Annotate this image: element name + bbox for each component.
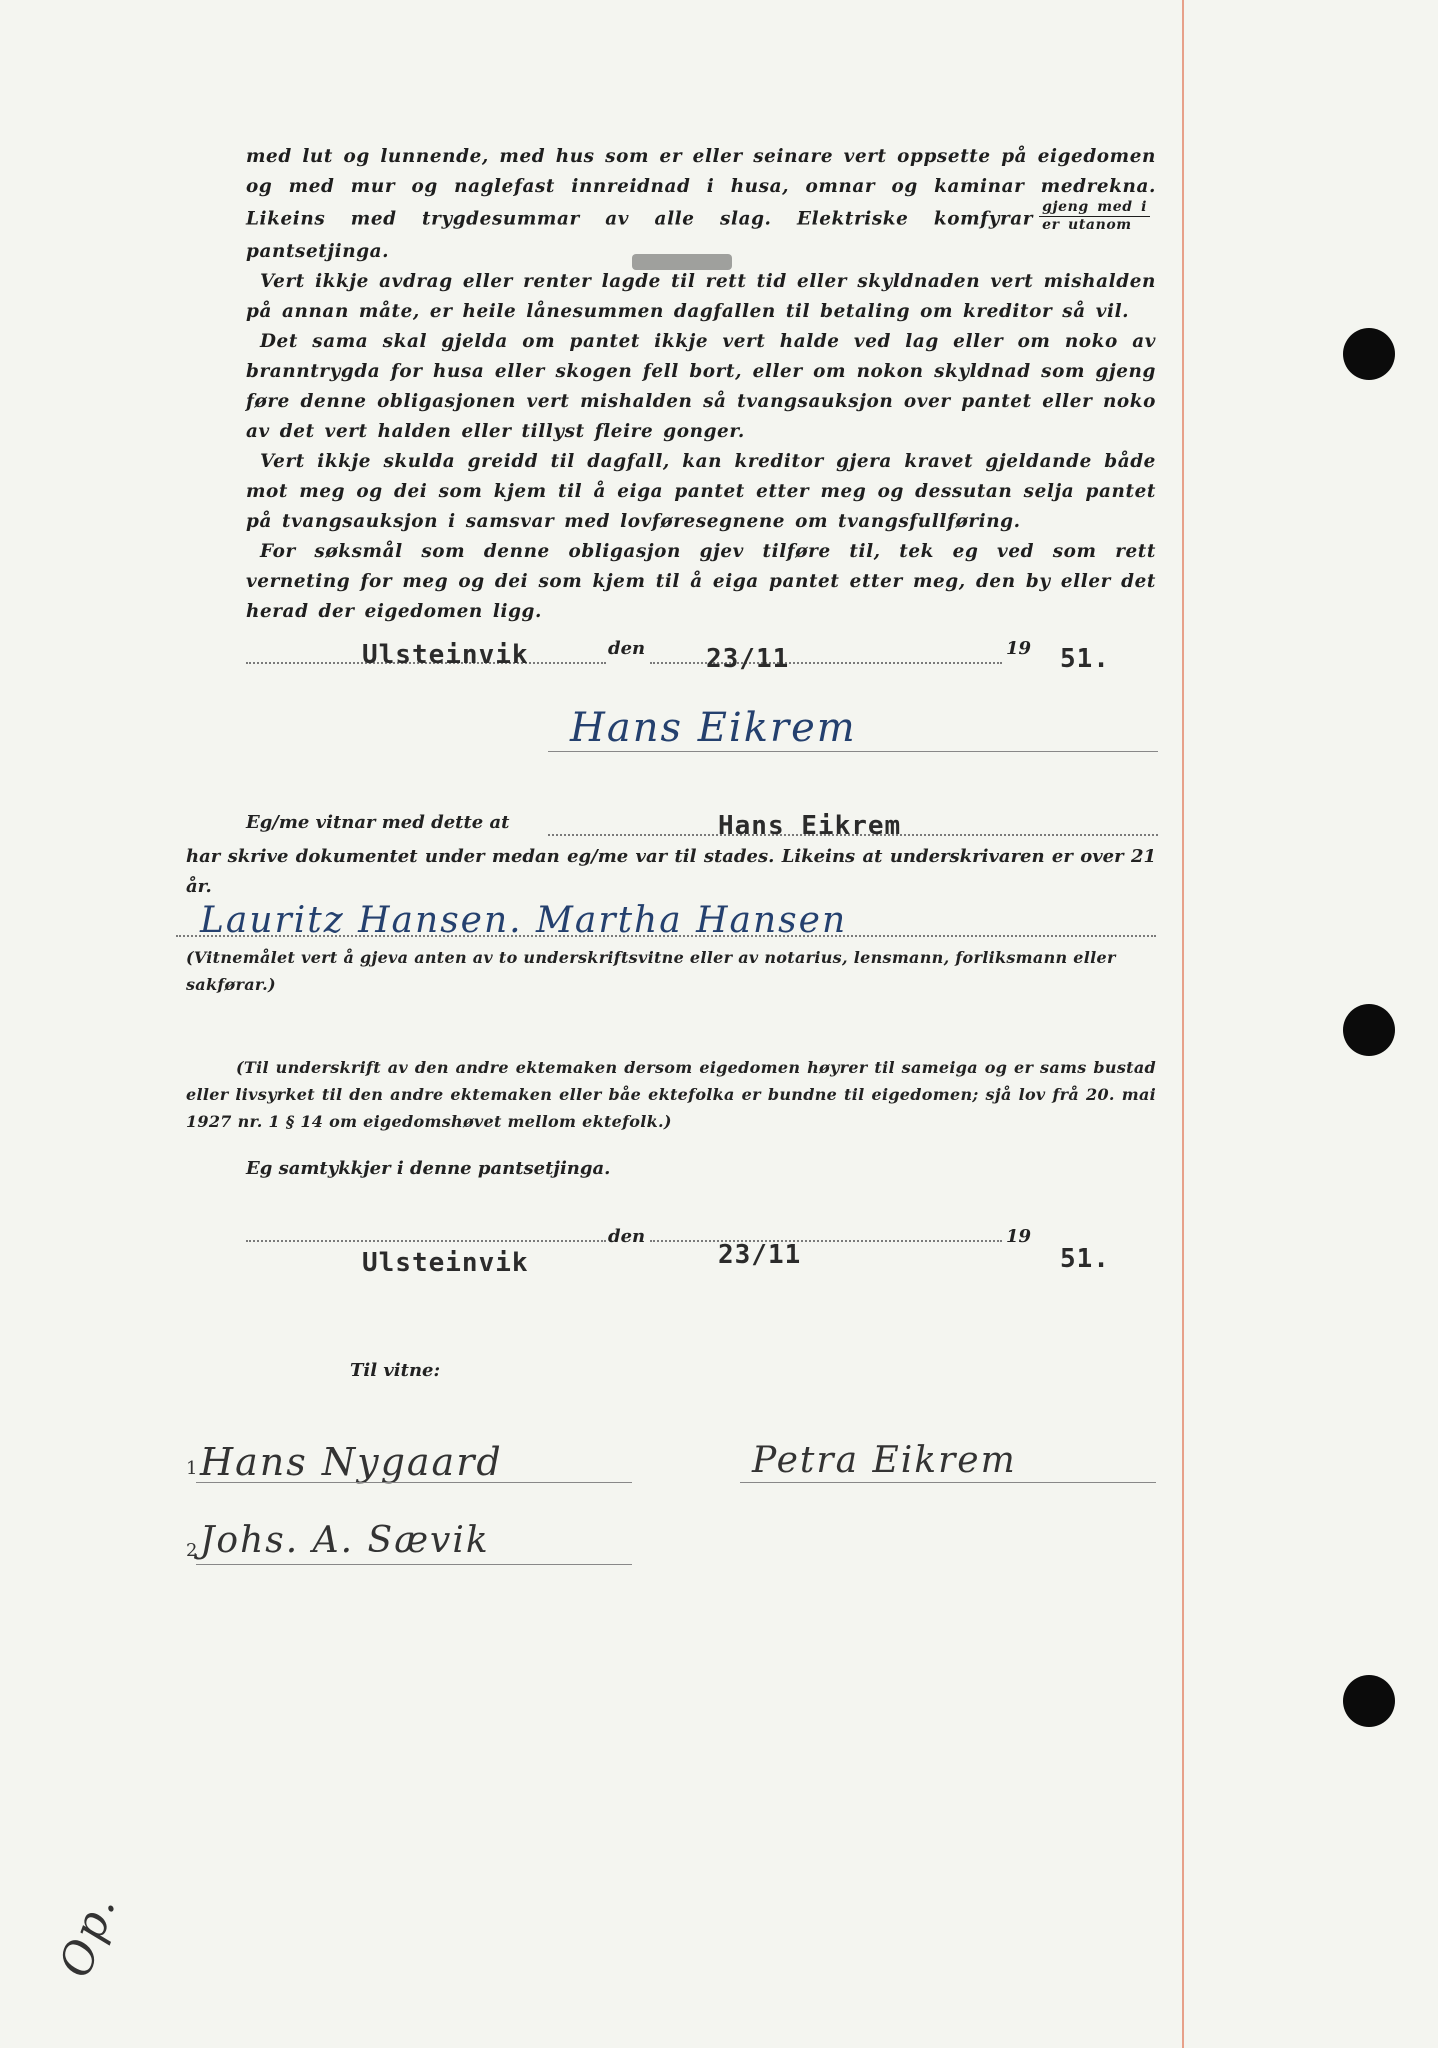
dotted-line	[176, 935, 1156, 937]
paragraph-jurisdiction: For søksmål som denne obligasjon gjev tilføre til, tek eg ved som rett verneting for meg og dei som kjem til å eiga pantet etter meg, den by eller det herad der eigedomen ligg.	[246, 541, 1156, 622]
spouse-note: (Til underskrift av den andre ektemaken dersom eigedomen høyrer til sameiga og er sams bustad eller livsyrket til den andre ektemaken eller båe ektefolka er bundne til eigedomen; sjå lov frå 20. mai 1927 nr. 1 § 14 om eigedomshøvet mellom ektefolk.)	[186, 1058, 1156, 1131]
witness-subject-typed: Hans Eikrem	[718, 811, 902, 841]
paragraph-text: med lut og lunnende, med hus som er eller seinare vert oppsette på eigedomen og med mur og naglefast innreidnad i husa, omnar og kaminar medrekna. Likeins med trygdesummar av alle slag. Elektriske komfyrar	[246, 146, 1156, 230]
paragraph-default: Vert ikkje avdrag eller renter lagde til rett tid eller skyldnaden vert mishalden på annan måte, er heile lånesummen dagfallen til betaling om kreditor så vil.	[246, 271, 1156, 322]
punch-hole	[1343, 1004, 1395, 1056]
den-label: den	[608, 638, 646, 659]
year-suffix: 51.	[1060, 1244, 1110, 1274]
date-typed: 23/11	[718, 1240, 802, 1270]
punch-hole	[1343, 1675, 1395, 1727]
fraction-choice	[1039, 199, 1150, 234]
spouse-signature: Petra Eikrem	[752, 1440, 1017, 1481]
margin-rule	[1182, 0, 1184, 2048]
signature-line	[548, 751, 1158, 752]
debtor-signature: Hans Eikrem	[570, 705, 857, 751]
year-prefix: 19	[1006, 638, 1032, 659]
fraction-bottom: er utanom	[1042, 217, 1132, 233]
spouse-signature-line	[740, 1482, 1156, 1483]
dotted-line	[650, 662, 1002, 664]
paragraph-enforcement: Vert ikkje skulda greidd til dagfall, kan kreditor gjera kravet gjeldande både mot meg og dei som kjem til å eiga pantet etter meg og dessutan selja pantet på tvangsauksjon i samsvar med lovføresegnene om tvangsfullføring.	[246, 451, 1156, 532]
paragraph-text-end: pantsetjinga.	[246, 241, 390, 262]
year-prefix: 19	[1006, 1226, 1032, 1247]
witness-intro: Eg/me vitnar med dette at	[246, 812, 510, 833]
typed-over-mark	[632, 254, 732, 270]
witness-line	[196, 1482, 632, 1483]
date-typed: 23/11	[706, 644, 790, 674]
til-vitne-label: Til vitne:	[350, 1360, 441, 1381]
witness-note: (Vitnemålet vert å gjeva anten av to underskriftsvitne eller av notarius, lensmann, forliksmann eller sakførar.)	[186, 948, 1116, 994]
witness-number: 2	[186, 1540, 198, 1561]
dotted-line	[650, 1240, 1002, 1242]
den-label: den	[608, 1226, 646, 1247]
year-suffix: 51.	[1060, 644, 1110, 674]
witness-line	[196, 1564, 632, 1565]
dotted-line	[246, 1240, 606, 1242]
place-typed: Ulsteinvik	[362, 640, 529, 670]
witness-number: 1	[186, 1458, 198, 1479]
punch-hole	[1343, 328, 1395, 380]
witness-signatures: Lauritz Hansen. Martha Hansen	[200, 900, 848, 941]
paragraph-insurance: Det sama skal gjelda om pantet ikkje vert halde ved lag eller om noko av branntrygda for husa eller skogen fell bort, eller om nokon skyldnad som gjeng føre denne obligasjonen vert mishalden så tvangsauksjon over pantet eller noko av det vert halden eller tillyst fleire gonger.	[246, 331, 1156, 442]
fraction-top: gjeng med i	[1039, 199, 1150, 217]
margin-initials: Op.	[49, 1887, 127, 1984]
witness-signature-1: Hans Nygaard	[200, 1440, 503, 1484]
consent-text: Eg samtykkjer i denne pantsetjinga.	[246, 1158, 611, 1179]
paragraph-property	[246, 142, 1156, 267]
place-typed: Ulsteinvik	[362, 1248, 529, 1278]
witness-signature-2: Johs. A. Sævik	[200, 1520, 490, 1561]
witness-statement: har skrive dokumentet under medan eg/me var til stades. Likeins at underskrivaren er over 21 år.	[186, 846, 1156, 897]
body-text	[246, 142, 1156, 627]
